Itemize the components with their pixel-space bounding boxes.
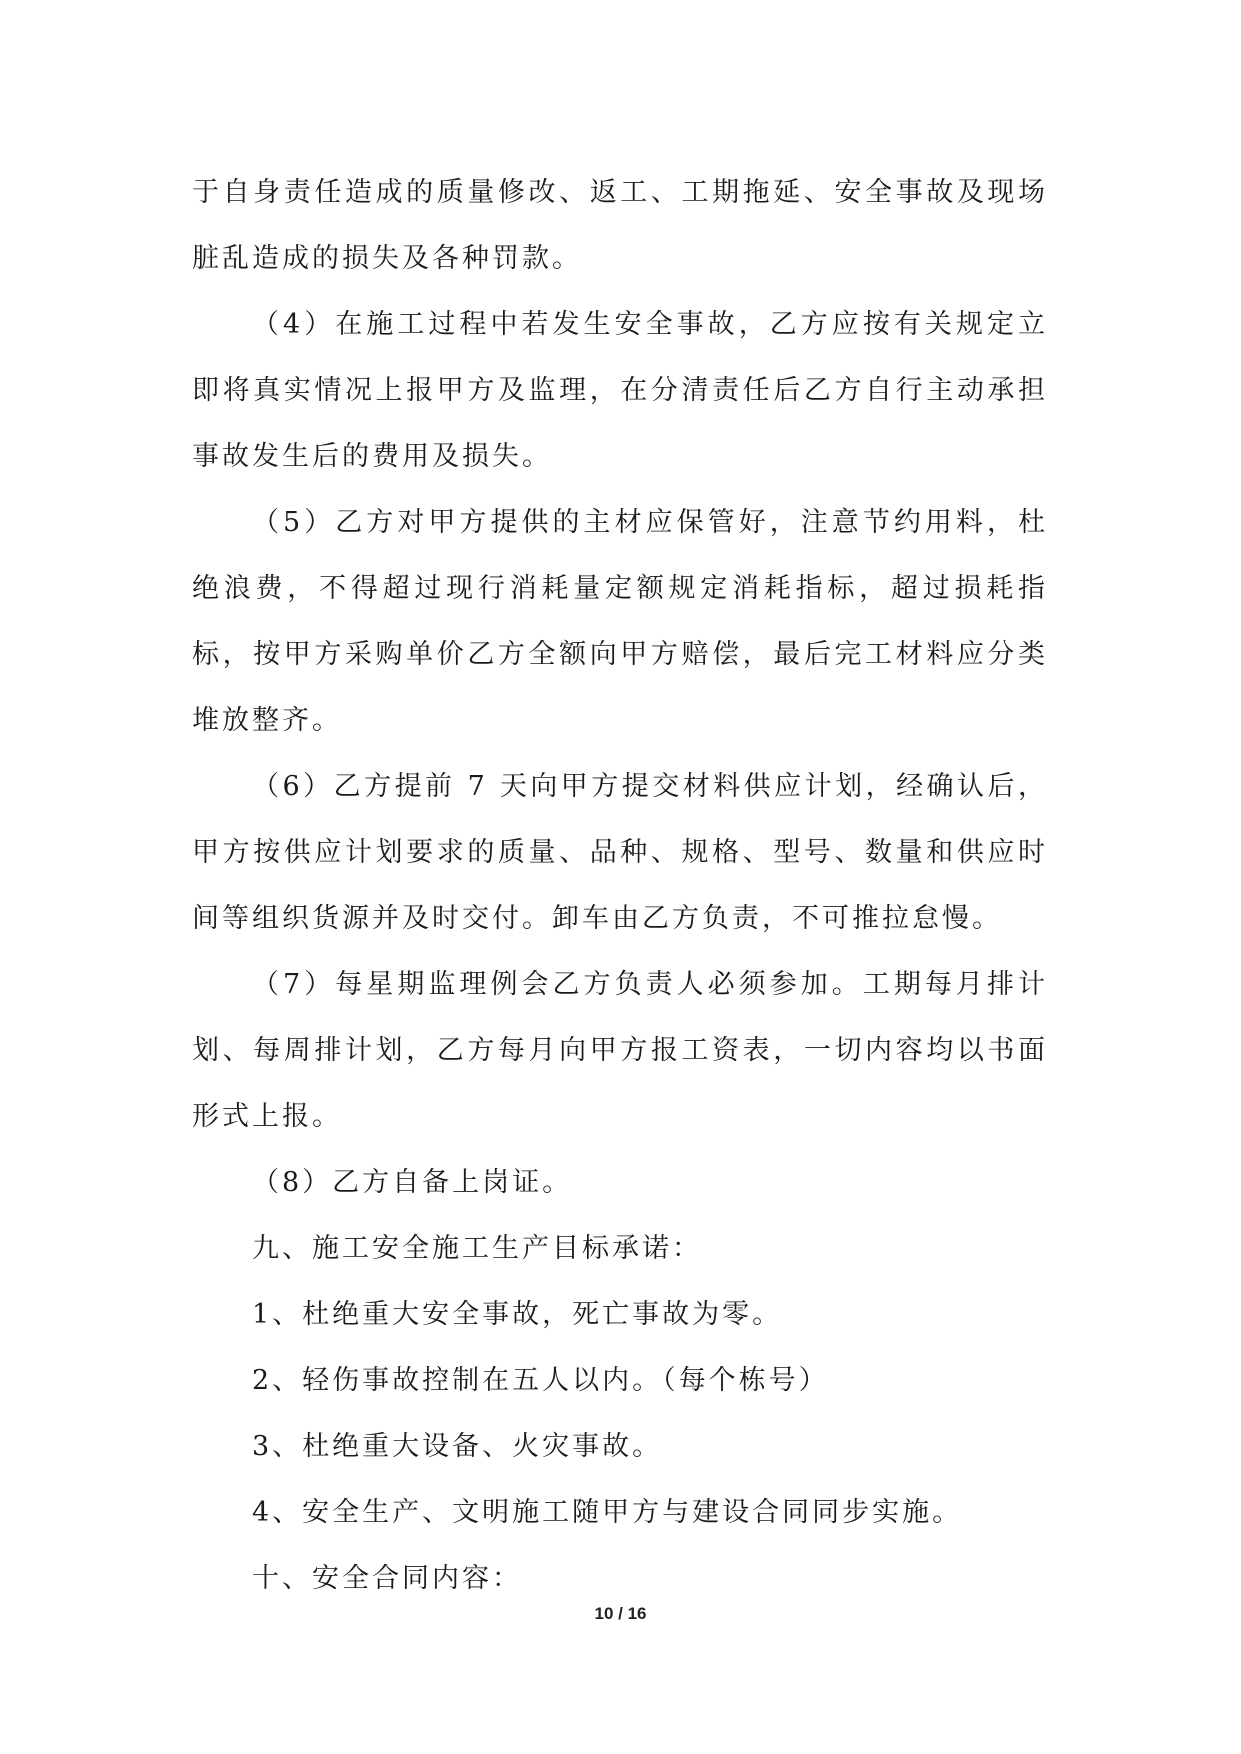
paragraph-continuation: 于自身责任造成的质量修改、返工、工期拖延、安全事故及现场脏乱造成的损失及各种罚款。 — [192, 177, 1048, 274]
document-body — [192, 160, 1048, 1612]
list-item-4: 4、安全生产、文明施工随甲方与建设合同同步实施。 — [252, 1497, 963, 1528]
paragraph-item-6: （6）乙方提前 7 天向甲方提交材料供应计划，经确认后，甲方按供应计划要求的质量、品种、规格、型号、数量和供应时间等组织货源并及时交付。卸车由乙方负责，不可推拉怠慢。 — [192, 771, 1048, 934]
list-item-1: 1、杜绝重大安全事故，死亡事故为零。 — [252, 1299, 783, 1330]
paragraph-item-7: （7）每星期监理例会乙方负责人必须参加。工期每月排计划、每周排计划，乙方每月向甲方报工资表，一切内容均以书面形式上报。 — [192, 969, 1048, 1132]
list-item-2: 2、轻伤事故控制在五人以内。（每个栋号） — [252, 1365, 829, 1396]
section-heading-nine: 九、施工安全施工生产目标承诺： — [252, 1233, 702, 1264]
list-item-3: 3、杜绝重大设备、火灾事故。 — [252, 1431, 663, 1462]
paragraph-item-4: （4）在施工过程中若发生安全事故，乙方应按有关规定立即将真实情况上报甲方及监理，在分清责任后乙方自行主动承担事故发生后的费用及损失。 — [192, 309, 1048, 472]
paragraph-item-8: （8）乙方自备上岗证。 — [252, 1167, 573, 1198]
section-heading-ten: 十、安全合同内容： — [252, 1563, 522, 1594]
page-number: 10 / 16 — [594, 1604, 647, 1623]
paragraph-item-5: （5）乙方对甲方提供的主材应保管好，注意节约用料，杜绝浪费，不得超过现行消耗量定额规定消耗指标，超过损耗指标，按甲方采购单价乙方全额向甲方赔偿，最后完工材料应分类堆放整齐。 — [192, 507, 1048, 736]
